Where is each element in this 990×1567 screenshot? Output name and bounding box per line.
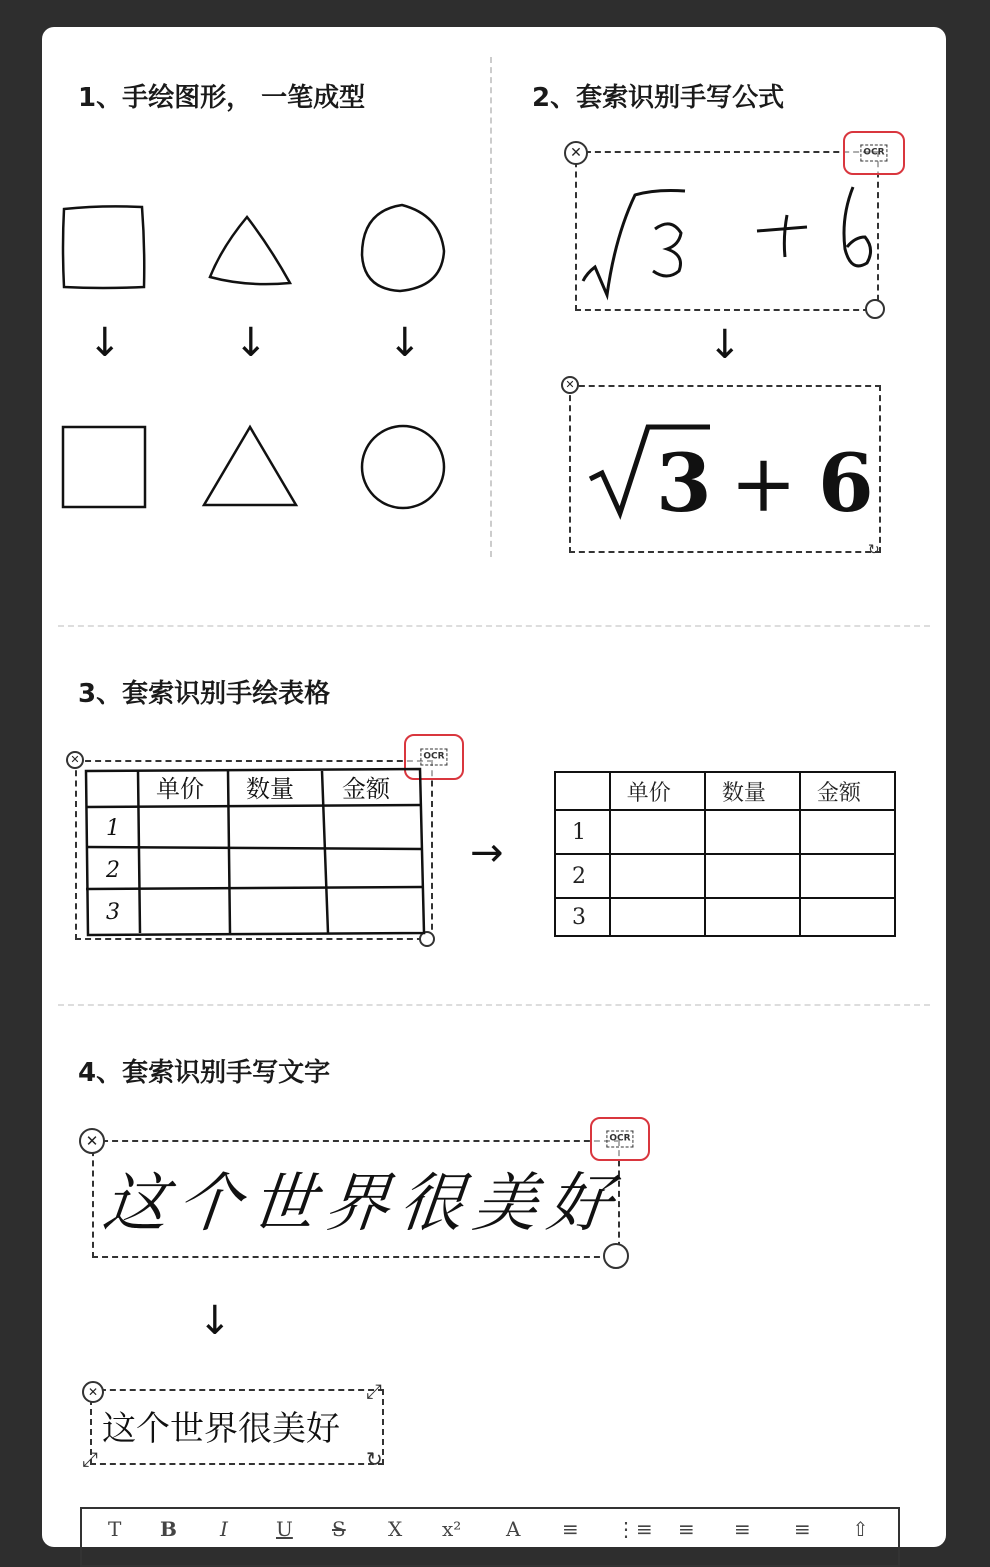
table-cell: [800, 898, 895, 936]
format-toolbar: [80, 1507, 900, 1567]
expand-icon[interactable]: ⤢: [82, 1447, 98, 1471]
table-cell: 1: [555, 810, 610, 854]
table-row: [555, 898, 895, 936]
down-arrow-3: ↓: [388, 320, 422, 366]
section-3-title: 3、套索识别手绘表格: [78, 679, 331, 709]
underline-button[interactable]: U: [276, 1517, 293, 1541]
bullet-list-button[interactable]: ≡: [562, 1517, 579, 1541]
handwritten-3-stroke: [653, 224, 681, 276]
handwritten-root-stroke: [583, 191, 685, 296]
table-cell: [610, 810, 705, 854]
align-left-button[interactable]: ≡: [678, 1517, 695, 1541]
table-cell: 3: [555, 898, 610, 936]
down-arrow-1: ↓: [88, 320, 122, 366]
hand-row-2: 2: [106, 858, 120, 883]
close-table-selection-icon[interactable]: ✕: [66, 751, 84, 769]
handwritten-plus-stroke: [757, 215, 807, 257]
formula-plus: +: [730, 437, 798, 530]
down-arrow-2: ↓: [234, 320, 268, 366]
align-center-button[interactable]: ≡: [734, 1517, 751, 1541]
rotate-icon[interactable]: ↻: [868, 542, 880, 558]
table-cell: [705, 898, 800, 936]
ocr-icon: OCR: [420, 749, 447, 766]
close-text-result-icon[interactable]: ✕: [82, 1381, 104, 1403]
ocr-icon: OCR: [606, 1131, 633, 1148]
bold-button[interactable]: B: [160, 1517, 177, 1541]
rotate-icon[interactable]: ↻: [366, 1447, 383, 1471]
expand-icon[interactable]: ⤢: [366, 1379, 382, 1403]
formula-six: 6: [818, 436, 874, 530]
table-header-cell: 金额: [800, 772, 895, 810]
superscript-button[interactable]: x²: [442, 1517, 462, 1541]
table-header-cell: 数量: [705, 772, 800, 810]
align-right-button[interactable]: ≡: [794, 1517, 811, 1541]
text-resize-handle-icon[interactable]: [603, 1243, 629, 1269]
table-cell: [800, 854, 895, 898]
hand-row-3: 3: [106, 900, 120, 925]
horizontal-divider-2: [58, 1004, 930, 1006]
handwritten-text: 这个世界很美好: [99, 1167, 626, 1241]
clean-triangle-shape: [204, 427, 296, 505]
hand-drawn-table: [82, 767, 427, 937]
table-cell: [610, 898, 705, 936]
collapse-toolbar-button[interactable]: ⇧: [852, 1517, 869, 1541]
strikethrough-button[interactable]: S: [332, 1517, 346, 1541]
section-2-title: 2、套索识别手写公式: [532, 83, 785, 113]
close-selection-icon[interactable]: ✕: [564, 141, 588, 165]
hand-header-amount: 金额: [342, 775, 390, 803]
rough-circle-shape: [362, 205, 444, 291]
section-4-title: 4、套索识别手写文字: [78, 1058, 331, 1088]
table-cell: 2: [555, 854, 610, 898]
recognized-text: 这个世界很美好: [102, 1409, 340, 1449]
recognized-table: [554, 771, 896, 937]
clean-circle-shape: [362, 426, 444, 508]
rough-square-shape: [63, 206, 144, 288]
close-text-selection-icon[interactable]: ✕: [79, 1128, 105, 1154]
subscript-button[interactable]: X: [388, 1517, 403, 1541]
formula-base: 3: [656, 436, 712, 530]
clean-square-shape: [63, 427, 145, 507]
table-header-cell: 单价: [610, 772, 705, 810]
table-row: [555, 854, 895, 898]
rough-triangle-shape: [210, 217, 290, 284]
table-cell: [610, 854, 705, 898]
feature-card: [42, 27, 946, 1547]
ocr-button-formula[interactable]: [843, 131, 905, 175]
table-cell: [705, 854, 800, 898]
down-arrow-formula: ↓: [708, 322, 742, 368]
down-arrow-text: ↓: [198, 1298, 232, 1344]
font-color-button[interactable]: A: [506, 1517, 521, 1541]
handwritten-6-stroke: [844, 187, 871, 266]
vertical-divider: [490, 57, 492, 557]
hand-header-price: 单价: [156, 775, 204, 803]
italic-button[interactable]: I: [220, 1517, 228, 1541]
horizontal-divider-1: [58, 625, 930, 627]
table-row: [555, 810, 895, 854]
text-style-button[interactable]: T: [108, 1517, 122, 1541]
close-result-icon[interactable]: ✕: [561, 376, 579, 394]
hand-header-qty: 数量: [246, 775, 294, 803]
table-cell: [705, 810, 800, 854]
right-arrow-table: →: [470, 830, 504, 876]
ocr-icon: OCR: [860, 145, 887, 162]
recognized-formula: [582, 417, 874, 530]
section-1-title: 1、手绘图形， 一笔成型: [78, 83, 366, 113]
table-cell: [800, 810, 895, 854]
table-header-cell: [555, 772, 610, 810]
handwritten-formula: [575, 177, 885, 317]
numbered-list-button[interactable]: ⋮≡: [616, 1517, 653, 1541]
hand-row-1: 1: [106, 816, 120, 841]
